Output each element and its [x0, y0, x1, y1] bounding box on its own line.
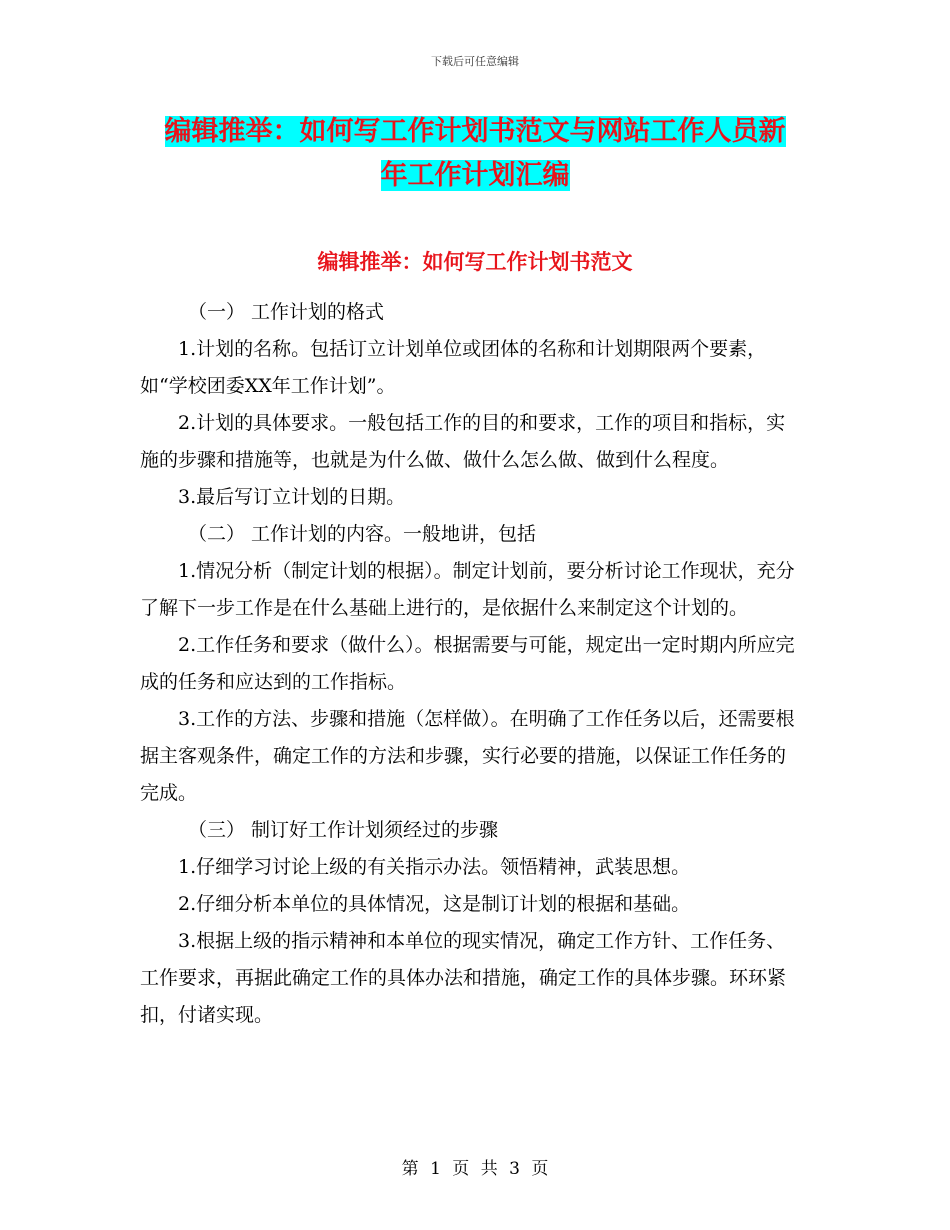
page-footer: 第 1 页 共 3 页: [401, 1159, 549, 1179]
subheading-format: （一） 工作计划的格式: [188, 301, 385, 323]
main-title: [150, 110, 800, 198]
paragraph: 2.工作任务和要求（做什么）。根据需要与可能，规定出一定时期内所应完成的任务和应达到的工作指标。: [140, 634, 795, 693]
paragraph: 3.最后写订立计划的日期。: [178, 486, 406, 508]
document-body: [140, 294, 800, 1034]
main-title-line2: 年工作计划汇编: [380, 160, 570, 191]
paragraph: 1.计划的名称。包括订立计划单位或团体的名称和计划期限两个要素，如“学校团委XX年工作计划”。: [140, 338, 767, 397]
paragraph: 1.情况分析（制定计划的根据）。制定计划前，要分析讨论工作现状，充分了解下一步工作是在什么基础上进行的，是依据什么来制定这个计划的。: [140, 560, 795, 619]
subheading-steps: （三） 制订好工作计划须经过的步骤: [188, 819, 499, 841]
main-title-line1: 编辑推举：如何写工作计划书范文与网站工作人员新: [164, 116, 786, 147]
paragraph: 3.根据上级的指示精神和本单位的现实情况，确定工作方针、工作任务、工作要求，再据此确定工作的具体办法和措施，确定工作的具体步骤。环环紧扣，付诸实现。: [140, 930, 787, 1026]
paragraph: 1.仔细学习讨论上级的有关指示办法。领悟精神，武装思想。: [178, 856, 691, 878]
paragraph: 2.仔细分析本单位的具体情况，这是制订计划的根据和基础。: [178, 893, 691, 915]
paragraph: 2.计划的具体要求。一般包括工作的目的和要求，工作的项目和指标，实施的步骤和措施等，也就是为什么做、做什么怎么做、做到什么程度。: [140, 412, 786, 471]
section-title: 编辑推举：如何写工作计划书范文: [317, 250, 633, 274]
header-note: 下载后可任意编辑: [431, 55, 519, 68]
subheading-content: （二） 工作计划的内容。一般地讲，包括: [188, 523, 537, 545]
paragraph: 3.工作的方法、步骤和措施（怎样做）。在明确了工作任务以后，还需要根据主客观条件，确定工作的方法和步骤，实行必要的措施，以保证工作任务的完成。: [140, 708, 795, 804]
